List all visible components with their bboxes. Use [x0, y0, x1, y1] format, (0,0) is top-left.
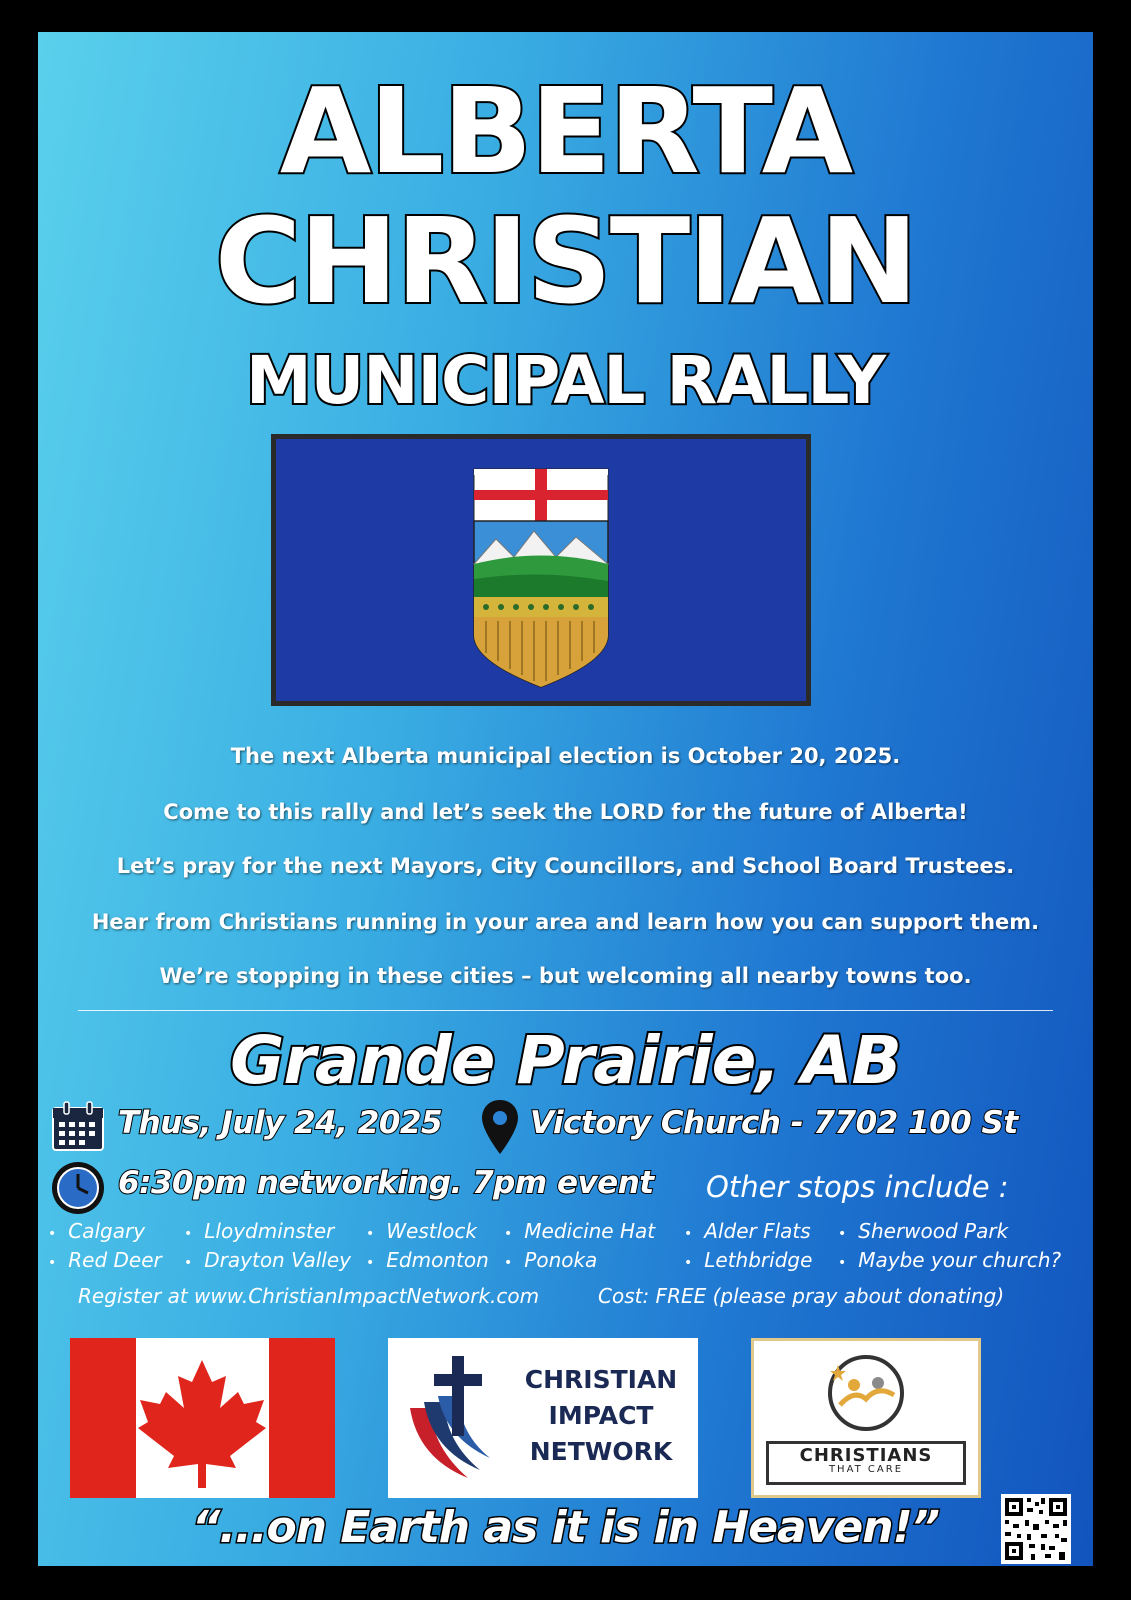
stop-item: • Maybe your church?: [838, 1247, 1061, 1276]
location-pin-icon: [480, 1098, 520, 1156]
stops-column: [48, 1218, 162, 1276]
stop-item: • Lethbridge: [684, 1247, 812, 1276]
other-stops-heading: Other stops include :: [706, 1170, 1009, 1204]
alberta-flag: [271, 434, 811, 706]
calendar-icon: [50, 1100, 106, 1152]
ctc-wordmark: [766, 1441, 966, 1485]
event-venue: Victory Church - 7702 100 St: [530, 1105, 1018, 1141]
canada-flag: [70, 1338, 335, 1498]
cin-wordmark: [516, 1362, 686, 1470]
stop-item: • Medicine Hat: [504, 1218, 655, 1247]
cross-wings-icon: [388, 1338, 518, 1498]
stop-item: • Drayton Valley: [184, 1247, 351, 1276]
title-line-2: CHRISTIAN: [214, 192, 917, 330]
maple-leaf-icon: [70, 1338, 335, 1498]
ctc-subword: THAT CARE: [828, 1464, 904, 1475]
stops-column: [684, 1218, 812, 1276]
cost-text: Cost: FREE (please pray about donating): [598, 1284, 1005, 1308]
info-line: Let’s pray for the next Mayors, City Councillors, and School Board Trustees.: [116, 854, 1015, 878]
title-line-3: MUNICIPAL RALLY: [245, 342, 885, 419]
stops-column: [184, 1218, 351, 1276]
christians-that-care-logo: [751, 1338, 981, 1498]
stop-item: • Alder Flats: [684, 1218, 812, 1247]
register-link[interactable]: Register at www.ChristianImpactNetwork.com: [78, 1284, 540, 1308]
info-line: Hear from Christians running in your area and learn how you can support them.: [91, 910, 1040, 934]
people-circle-icon: [754, 1341, 978, 1437]
stop-item: • Lloydminster: [184, 1218, 351, 1247]
event-time: 6:30pm networking. 7pm event: [118, 1165, 654, 1201]
alberta-shield-icon: [276, 439, 806, 701]
qr-code-icon: [1001, 1494, 1071, 1564]
rally-poster: [38, 32, 1093, 1566]
stops-column: [838, 1218, 1061, 1276]
cin-word: IMPACT: [548, 1401, 654, 1430]
cin-word: NETWORK: [529, 1437, 673, 1466]
stop-item: • Edmonton: [366, 1247, 489, 1276]
info-line: Come to this rally and let’s seek the LORD for the future of Alberta!: [163, 800, 968, 824]
stop-item: • Sherwood Park: [838, 1218, 1061, 1247]
stop-item: • Calgary: [48, 1218, 162, 1247]
event-date: Thus, July 24, 2025: [118, 1105, 443, 1141]
event-city: Grande Prairie, AB: [230, 1022, 901, 1099]
stop-item: • Ponoka: [504, 1247, 655, 1276]
stop-item: • Westlock: [366, 1218, 489, 1247]
clock-icon: [50, 1160, 106, 1216]
stops-column: [366, 1218, 489, 1276]
cin-word: CHRISTIAN: [524, 1365, 678, 1394]
verse-tagline: “...on Earth as it is in Heaven!”: [191, 1502, 940, 1553]
qr-code[interactable]: [1001, 1494, 1071, 1564]
stop-item: • Red Deer: [48, 1247, 162, 1276]
stops-column: [504, 1218, 655, 1276]
divider: [78, 1010, 1053, 1011]
info-line: We’re stopping in these cities – but welcoming all nearby towns too.: [159, 964, 972, 988]
info-line: The next Alberta municipal election is October 20, 2025.: [230, 744, 901, 768]
christian-impact-network-logo: [388, 1338, 698, 1498]
ctc-word: CHRISTIANS: [799, 1445, 933, 1466]
title-line-1: ALBERTA: [279, 62, 852, 200]
